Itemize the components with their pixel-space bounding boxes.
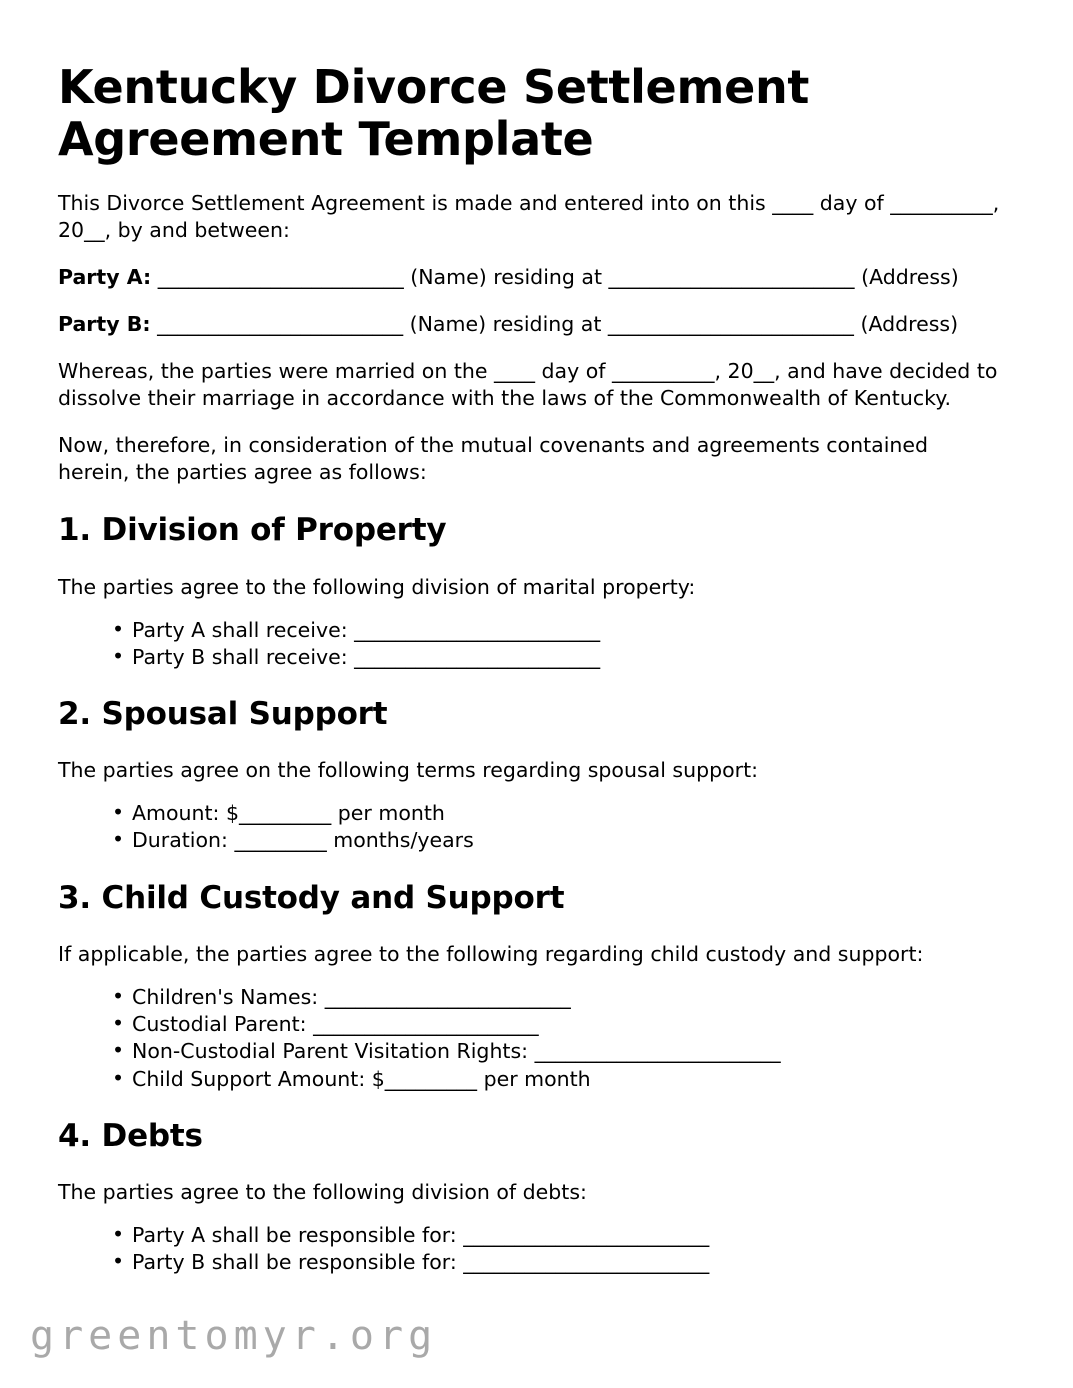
- party-b-name-blank: ________________________: [150, 312, 410, 337]
- list-item: • Party A shall be responsible for: ________________________: [112, 1222, 1000, 1248]
- list-item: • Duration: _________ months/years: [112, 827, 1000, 853]
- party-b-address-blank: ________________________: [601, 312, 854, 337]
- section-lead-division-of-property: The parties agree to the following division of marital property:: [58, 574, 696, 599]
- party-a-address-blank: ________________________: [602, 265, 855, 290]
- list-item: • Child Support Amount: $_________ per month: [112, 1066, 1000, 1092]
- section-heading-child-custody-and-support: 3. Child Custody and Support: [58, 879, 565, 916]
- section-heading-division-of-property: 1. Division of Property: [58, 512, 447, 549]
- section-heading-debts: 4. Debts: [58, 1117, 203, 1154]
- section-lead-child-custody-and-support: If applicable, the parties agree to the following regarding child custody and support:: [58, 941, 924, 966]
- list-item: • Children's Names: ________________________: [112, 984, 1000, 1010]
- party-b-line: [58, 311, 1000, 338]
- bullet-list-division-of-property: [58, 617, 1000, 670]
- list-item: • Party B shall receive: ________________________: [112, 644, 1000, 670]
- list-item: • Party B shall be responsible for: ________________________: [112, 1249, 1000, 1275]
- page-title: Kentucky Divorce Settlement Agreement Template: [58, 60, 810, 166]
- now-therefore-paragraph: Now, therefore, in consideration of the mutual covenants and agreements contained herein, the parties agree as follows:: [58, 433, 929, 485]
- whereas-paragraph: Whereas, the parties were married on the ____ day of __________, 20__, and have decided to dissolve their marriage in accordance with the laws of the Commonwealth of Kentucky.: [58, 359, 998, 411]
- bullet-list-debts: [58, 1222, 1000, 1275]
- party-a-name-blank: ________________________: [151, 265, 411, 290]
- section-heading-spousal-support: 2. Spousal Support: [58, 696, 388, 733]
- bullet-list-spousal-support: [58, 800, 1000, 853]
- party-b-name-tag: (Name) residing at: [409, 312, 602, 337]
- party-a-label: Party A:: [58, 265, 152, 290]
- list-item: • Custodial Parent: ______________________: [112, 1011, 1000, 1037]
- party-b-label: Party B:: [58, 312, 151, 337]
- party-a-name-tag: (Name) residing at: [410, 265, 603, 290]
- intro-paragraph: This Divorce Settlement Agreement is made and entered into on this ____ day of __________, 20__, by and between:: [58, 190, 1000, 242]
- list-item: • Amount: $_________ per month: [112, 800, 1000, 826]
- party-a-address-tag: (Address): [861, 265, 959, 290]
- bullet-list-child-custody-and-support: [58, 984, 1000, 1092]
- section-lead-spousal-support: The parties agree on the following terms regarding spousal support:: [58, 758, 759, 783]
- list-item: • Non-Custodial Parent Visitation Rights: ________________________: [112, 1038, 1000, 1064]
- list-item: • Party A shall receive: ________________________: [112, 617, 1000, 643]
- party-b-address-tag: (Address): [860, 312, 959, 337]
- party-a-line: [58, 264, 1000, 291]
- site-watermark: greentomyr.org: [30, 1313, 438, 1359]
- section-lead-debts: The parties agree to the following division of debts:: [58, 1180, 587, 1205]
